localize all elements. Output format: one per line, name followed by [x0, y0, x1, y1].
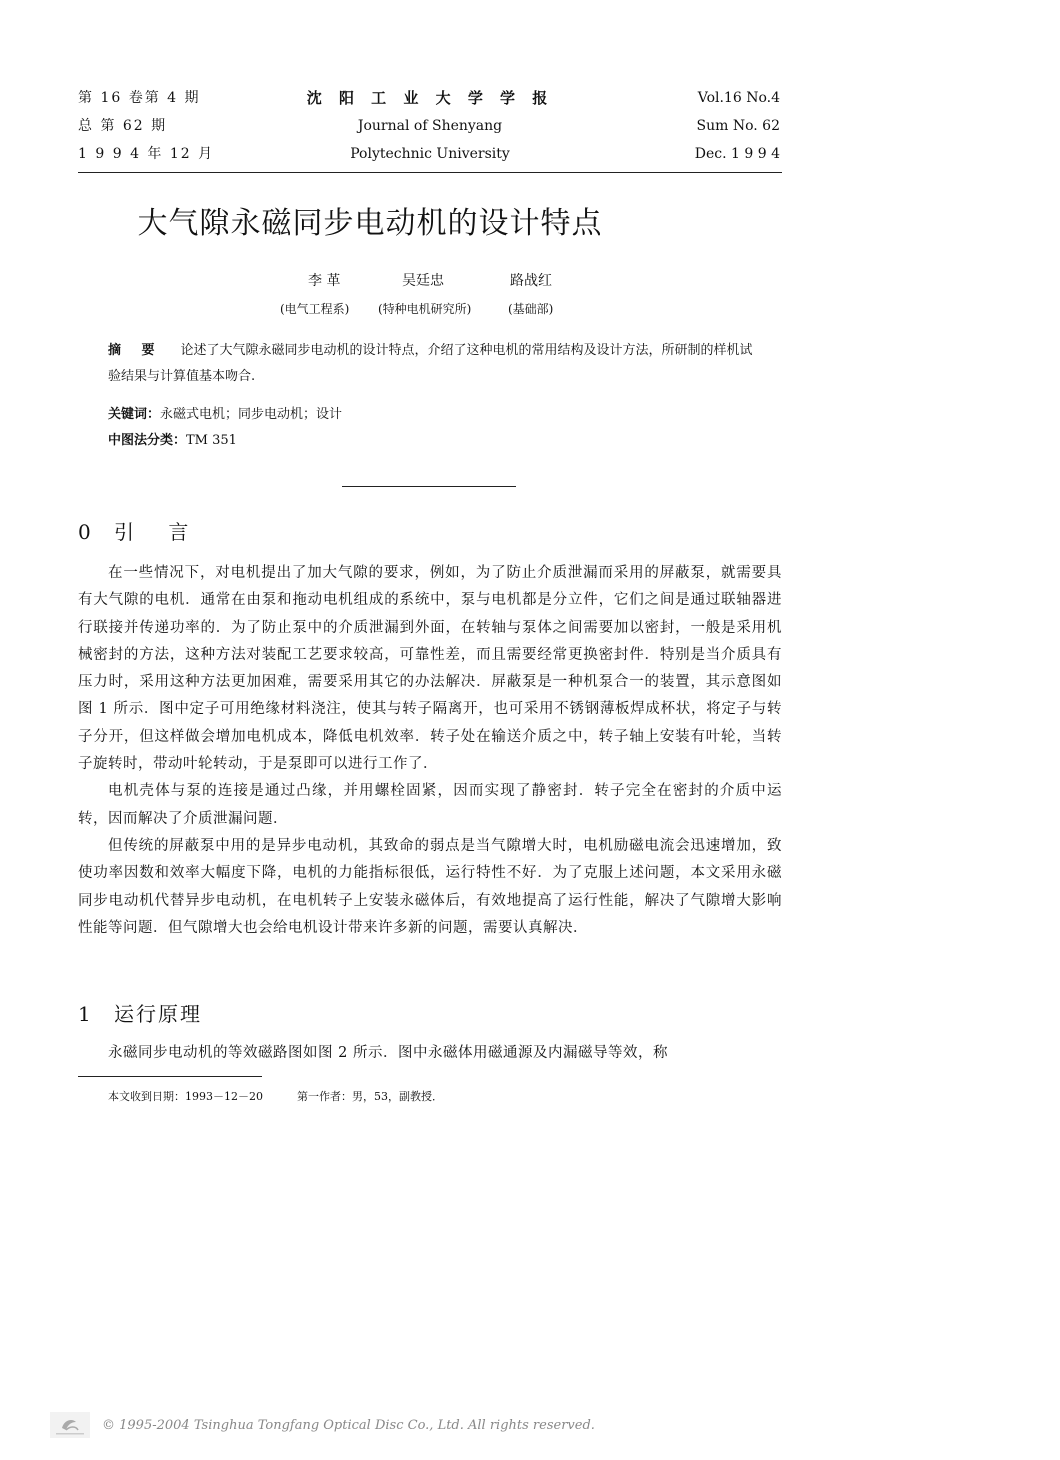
abstract-label: 摘 要 — [108, 343, 163, 358]
section-heading-1 — [78, 998, 202, 1027]
author-2: 吴廷忠 — [402, 273, 444, 289]
abstract-separator — [342, 486, 516, 487]
issue-date-en: Dec. 1 9 9 4 — [694, 146, 780, 162]
section-1-body — [78, 1040, 782, 1067]
affiliation-1: (电气工程系) — [280, 302, 350, 316]
section-title: 引 言 — [114, 520, 203, 544]
paragraph: 电机壳体与泵的连接是通过凸缘，并用螺栓固紧，因而实现了静密封．转子完全在密封的介质中运转，因而解决了介质泄漏问题． — [78, 783, 782, 827]
author-3: 路战红 — [510, 273, 552, 289]
affiliation-2: (特种电机研究所) — [378, 302, 472, 316]
journal-issue-info — [78, 88, 278, 172]
paper-title — [78, 198, 782, 242]
total-issue-en: Sum No. 62 — [696, 118, 780, 134]
keywords-text: 永磁式电机；同步电动机；设计 — [160, 407, 343, 422]
paragraph: 永磁同步电动机的等效磁路图如图 2 所示．图中永磁体用磁通源及内漏磁导等效，称 — [108, 1045, 668, 1061]
paper-title-text: 大气隙永磁同步电动机的设计特点 — [137, 206, 603, 241]
classification-label: 中图法分类： — [108, 433, 187, 448]
affiliation-3: (基础部) — [508, 302, 554, 316]
author-1: 李 革 — [308, 273, 341, 289]
issue-date: 1 9 9 4 年 12 月 — [78, 146, 215, 162]
journal-title-en-1: Journal of Shenyang — [357, 118, 503, 134]
copyright-footer — [50, 1412, 750, 1438]
keywords-label: 关键词： — [108, 407, 161, 422]
section-number: 0 — [78, 520, 91, 544]
section-title: 运行原理 — [114, 1002, 202, 1026]
abstract — [108, 338, 753, 390]
section-number: 1 — [78, 1002, 91, 1026]
received-date: 本文收到日期：1993－12－20 — [108, 1090, 263, 1103]
keywords-block — [108, 402, 753, 454]
volume-issue-en: Vol.16 No.4 — [697, 90, 780, 106]
total-issue: 总 第 62 期 — [78, 118, 168, 134]
footnote-rule — [78, 1076, 262, 1077]
section-0-body — [78, 560, 782, 942]
paragraph: 在一些情况下，对电机提出了加大气隙的要求，例如，为了防止介质泄漏而采用的屏蔽泵，就需要具有大气隙的电机．通常在由泵和拖动电机组成的系统中，泵与电机都是分立件，它们之间是通过联轴器进行联接并传递功率的．为了防止泵中的介质泄漏到外面，在转轴与泵体之间需要加以密封，一般是采用机械密封的方法，这种方法对装配工艺要求较高，可靠性差，而且需要经常更换密封件．特别是当介质具有压力时，采用这种方法更加困难，需要采用其它的办法解决．屏蔽泵是一种机泵合一的装置，其示意图如图 1 所示．图中定子可用绝缘材料浇注，使其与转子隔离开，也可采用不锈钢薄板焊成杯状，将定子与转子分开，但这样做会增加电机成本，降低电机效率．转子处在输送介质之中，转子轴上安装有叶轮，当转子旋转时，带动叶轮转动，于是泵即可以进行工作了． — [78, 565, 782, 773]
journal-issue-info-en — [640, 88, 780, 172]
section-heading-0 — [78, 516, 202, 545]
header-rule — [78, 172, 782, 173]
journal-title-en-2: Polytechnic University — [350, 146, 510, 162]
classification-text: TM 351 — [186, 433, 237, 448]
footnote — [108, 1088, 708, 1104]
journal-title-cn: 沈 阳 工 业 大 学 学 报 — [306, 89, 554, 107]
paragraph: 但传统的屏蔽泵中用的是异步电动机，其致命的弱点是当气隙增大时，电机励磁电流会迅速增加，致使功率因数和效率大幅度下降，电机的力能指标很低，运行特性不好．为了克服上述问题，本文采用永磁同步电动机代替异步电动机，在电机转子上安装永磁体后，有效地提高了运行性能，解决了气隙增大影响性能等问题．但气隙增大也会给电机设计带来许多新的问题，需要认真解决． — [78, 837, 782, 936]
journal-name — [300, 88, 560, 172]
volume-issue: 第 16 卷第 4 期 — [78, 90, 201, 106]
cnki-logo-icon — [50, 1412, 90, 1438]
abstract-text: 论述了大气隙永磁同步电动机的设计特点，介绍了这种电机的常用结构及设计方法，所研制的样机试验结果与计算值基本吻合. — [108, 343, 753, 384]
first-author-info: 第一作者：男，53，副教授． — [297, 1090, 443, 1103]
copyright-text: © 1995-2004 Tsinghua Tongfang Optical Disc Co., Ltd. All rights reserved. — [102, 1417, 595, 1433]
